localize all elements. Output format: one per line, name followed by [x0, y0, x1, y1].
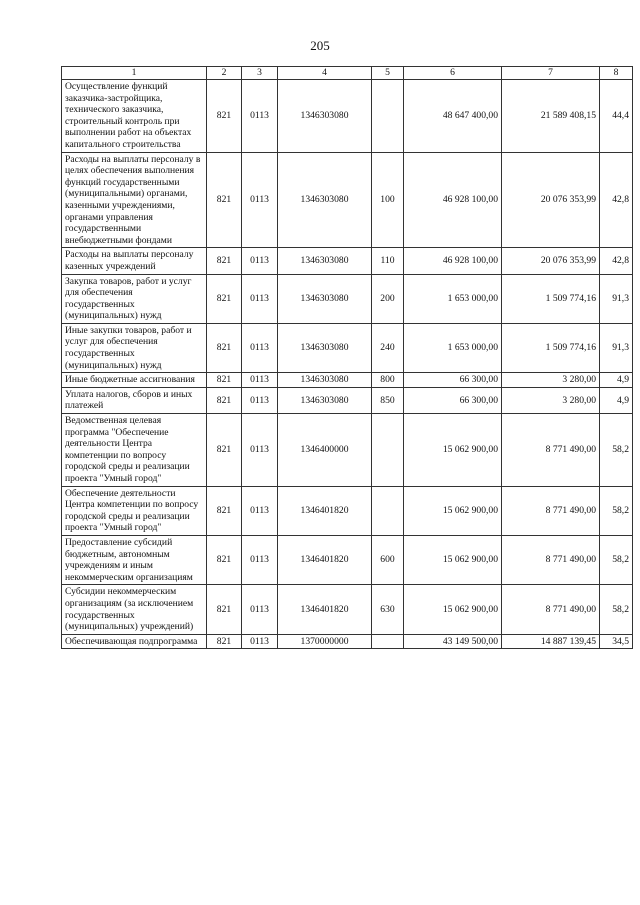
- ministry-code: 821: [207, 634, 242, 649]
- expense-type-code: 630: [372, 585, 404, 634]
- item-name: Расходы на выплаты персоналу казенных учреждений: [62, 248, 207, 274]
- table-row: [62, 535, 633, 584]
- item-name: Обеспечение деятельности Центра компетенции по вопросу городской среды и реализации проекта "Умный город": [62, 486, 207, 535]
- target-article-code: 1346303080: [278, 152, 372, 248]
- header-cell: 5: [372, 67, 404, 80]
- execution-percent: 58,2: [600, 535, 633, 584]
- planned-amount: 66 300,00: [404, 373, 502, 388]
- ministry-code: 821: [207, 152, 242, 248]
- section-code: 0113: [242, 80, 278, 153]
- executed-amount: 3 280,00: [502, 373, 600, 388]
- execution-percent: 58,2: [600, 414, 633, 487]
- execution-percent: 4,9: [600, 373, 633, 388]
- planned-amount: 15 062 900,00: [404, 486, 502, 535]
- execution-percent: 58,2: [600, 585, 633, 634]
- execution-percent: 91,3: [600, 274, 633, 323]
- item-name: Уплата налогов, сборов и иных платежей: [62, 387, 207, 413]
- execution-percent: 44,4: [600, 80, 633, 153]
- item-name: Иные бюджетные ассигнования: [62, 373, 207, 388]
- execution-percent: 42,8: [600, 152, 633, 248]
- expense-type-code: 240: [372, 323, 404, 372]
- item-name: Ведомственная целевая программа "Обеспечение деятельности Центра компетенции по вопросу городской среды и реализации проекта "Умный город": [62, 414, 207, 487]
- page-number: 205: [310, 38, 330, 53]
- target-article-code: 1346401820: [278, 486, 372, 535]
- executed-amount: 20 076 353,99: [502, 248, 600, 274]
- executed-amount: 8 771 490,00: [502, 585, 600, 634]
- expense-type-code: [372, 634, 404, 649]
- executed-amount: 3 280,00: [502, 387, 600, 413]
- target-article-code: 1346303080: [278, 274, 372, 323]
- expense-type-code: 100: [372, 152, 404, 248]
- target-article-code: 1346303080: [278, 248, 372, 274]
- execution-percent: 42,8: [600, 248, 633, 274]
- section-code: 0113: [242, 152, 278, 248]
- ministry-code: 821: [207, 274, 242, 323]
- item-name: Субсидии некоммерческим организациям (за исключением государственных (муниципальных) учреждений): [62, 585, 207, 634]
- target-article-code: 1346303080: [278, 323, 372, 372]
- target-article-code: 1346303080: [278, 387, 372, 413]
- target-article-code: 1346400000: [278, 414, 372, 487]
- ministry-code: 821: [207, 323, 242, 372]
- table-row: [62, 387, 633, 413]
- header-cell: 3: [242, 67, 278, 80]
- planned-amount: 1 653 000,00: [404, 274, 502, 323]
- target-article-code: 1346303080: [278, 373, 372, 388]
- table-row: [62, 152, 633, 248]
- section-code: 0113: [242, 585, 278, 634]
- table-row: [62, 373, 633, 388]
- table-row: [62, 323, 633, 372]
- expense-type-code: 850: [372, 387, 404, 413]
- planned-amount: 46 928 100,00: [404, 248, 502, 274]
- header-cell: 8: [600, 67, 633, 80]
- section-code: 0113: [242, 274, 278, 323]
- planned-amount: 43 149 500,00: [404, 634, 502, 649]
- planned-amount: 15 062 900,00: [404, 535, 502, 584]
- section-code: 0113: [242, 634, 278, 649]
- ministry-code: 821: [207, 535, 242, 584]
- expense-type-code: 110: [372, 248, 404, 274]
- execution-percent: 91,3: [600, 323, 633, 372]
- table-row: [62, 414, 633, 487]
- executed-amount: 1 509 774,16: [502, 323, 600, 372]
- ministry-code: 821: [207, 248, 242, 274]
- table-row: [62, 248, 633, 274]
- ministry-code: 821: [207, 387, 242, 413]
- planned-amount: 66 300,00: [404, 387, 502, 413]
- target-article-code: 1346401820: [278, 535, 372, 584]
- expense-type-code: [372, 414, 404, 487]
- ministry-code: 821: [207, 585, 242, 634]
- header-cell: 1: [62, 67, 207, 80]
- header-cell: 6: [404, 67, 502, 80]
- section-code: 0113: [242, 373, 278, 388]
- expense-type-code: [372, 80, 404, 153]
- table-header-row: [62, 67, 633, 80]
- budget-table: [61, 66, 633, 649]
- expense-type-code: 200: [372, 274, 404, 323]
- executed-amount: 8 771 490,00: [502, 414, 600, 487]
- target-article-code: 1370000000: [278, 634, 372, 649]
- planned-amount: 1 653 000,00: [404, 323, 502, 372]
- executed-amount: 1 509 774,16: [502, 274, 600, 323]
- executed-amount: 8 771 490,00: [502, 486, 600, 535]
- expense-type-code: 600: [372, 535, 404, 584]
- target-article-code: 1346401820: [278, 585, 372, 634]
- expense-type-code: [372, 486, 404, 535]
- table-row: [62, 585, 633, 634]
- header-cell: 4: [278, 67, 372, 80]
- table-row: [62, 486, 633, 535]
- item-name: Расходы на выплаты персоналу в целях обеспечения выполнения функций государственными (муниципальными) органами, казенными учреждениями, органами управления государственными внебюджетными фондами: [62, 152, 207, 248]
- executed-amount: 8 771 490,00: [502, 535, 600, 584]
- section-code: 0113: [242, 414, 278, 487]
- section-code: 0113: [242, 387, 278, 413]
- execution-percent: 58,2: [600, 486, 633, 535]
- planned-amount: 15 062 900,00: [404, 414, 502, 487]
- execution-percent: 4,9: [600, 387, 633, 413]
- target-article-code: 1346303080: [278, 80, 372, 153]
- table-row: [62, 634, 633, 649]
- ministry-code: 821: [207, 80, 242, 153]
- expense-type-code: 800: [372, 373, 404, 388]
- item-name: Обеспечивающая подпрограмма: [62, 634, 207, 649]
- planned-amount: 48 647 400,00: [404, 80, 502, 153]
- table-row: [62, 274, 633, 323]
- section-code: 0113: [242, 535, 278, 584]
- ministry-code: 821: [207, 486, 242, 535]
- executed-amount: 21 589 408,15: [502, 80, 600, 153]
- executed-amount: 20 076 353,99: [502, 152, 600, 248]
- item-name: Закупка товаров, работ и услуг для обеспечения государственных (муниципальных) нужд: [62, 274, 207, 323]
- table-row: [62, 80, 633, 153]
- item-name: Предоставление субсидий бюджетным, автономным учреждениям и иным некоммерческим организациям: [62, 535, 207, 584]
- ministry-code: 821: [207, 373, 242, 388]
- executed-amount: 14 887 139,45: [502, 634, 600, 649]
- item-name: Осуществление функций заказчика-застройщика, технического заказчика, строительный контроль при выполнении работ на объектах капитального строительства: [62, 80, 207, 153]
- section-code: 0113: [242, 323, 278, 372]
- ministry-code: 821: [207, 414, 242, 487]
- section-code: 0113: [242, 248, 278, 274]
- section-code: 0113: [242, 486, 278, 535]
- header-cell: 2: [207, 67, 242, 80]
- header-cell: 7: [502, 67, 600, 80]
- item-name: Иные закупки товаров, работ и услуг для обеспечения государственных (муниципальных) нужд: [62, 323, 207, 372]
- planned-amount: 15 062 900,00: [404, 585, 502, 634]
- planned-amount: 46 928 100,00: [404, 152, 502, 248]
- execution-percent: 34,5: [600, 634, 633, 649]
